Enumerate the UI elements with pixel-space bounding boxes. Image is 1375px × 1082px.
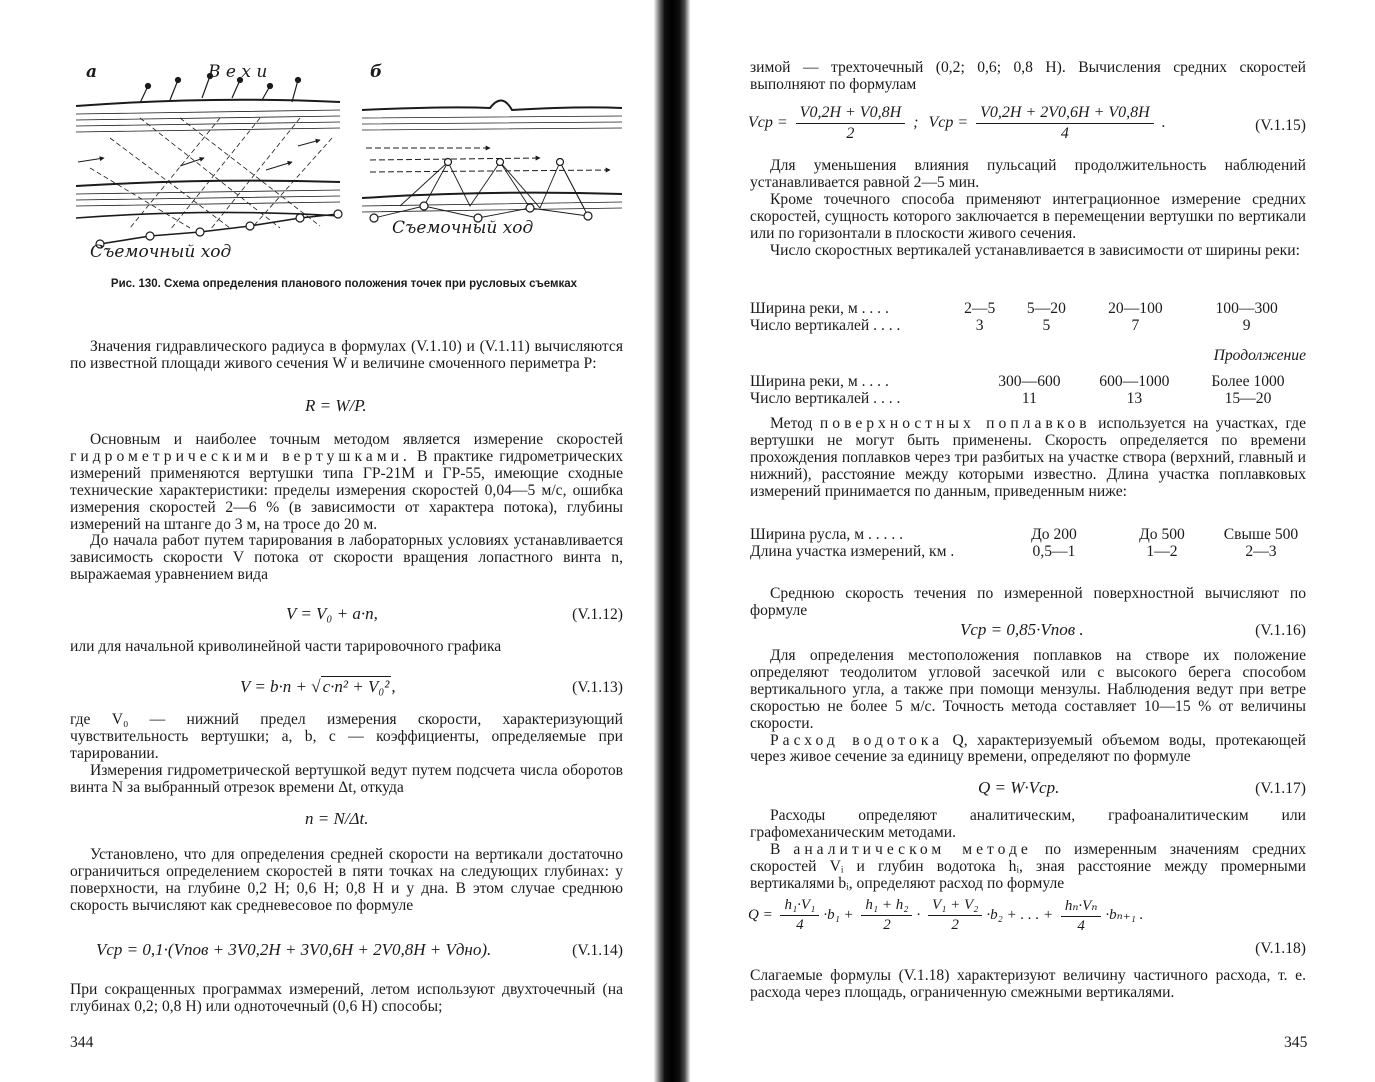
book-spine bbox=[654, 0, 690, 1082]
right-block-1 bbox=[750, 60, 1306, 94]
left-block-4 bbox=[70, 712, 623, 797]
paragraph: зимой — трехточечный (0,2; 0,6; 0,8 H). Вычисления средних скоростей выполняют по формулам bbox=[750, 59, 1306, 93]
table-float-section bbox=[750, 526, 1306, 560]
continuation-label: Продолжение bbox=[1213, 347, 1306, 364]
formula-v-1-12: V = V₀ + a·n, (V.1.12) bbox=[286, 604, 623, 623]
figure-label-a: а bbox=[86, 62, 98, 82]
paragraph: В аналитическом методе по измеренным значениям средних скоростей Vᵢ и глубин водотока hᵢ, зная расстояние между промерными вертикалями bᵢ, определяют расход по формуле bbox=[750, 840, 1306, 892]
paragraph: Слагаемые формулы (V.1.18) характеризуют величину частичного расхода, т. е. расхода через площадь, ограниченную смежными вертикалями. bbox=[750, 967, 1306, 1001]
table-row: Ширина русла, м . . . . . До 200 До 500 Свыше 500 bbox=[750, 526, 1299, 543]
page-number-right: 345 bbox=[1284, 1034, 1308, 1051]
paragraph: Расход водотока Q, характеризуемый объемом воды, протекающей через живое сечение за единицу времени, определяют по формуле bbox=[750, 731, 1306, 766]
left-block-3 bbox=[70, 639, 623, 656]
formula-v-1-18: Q = $\frac{\text{h₁·V₁}}{4}$ ·b₁ + $\frac{\text{h₁ + h₂}}{2}$ · $\frac{\text{V₁ + V₂}}{2}$ ·b₂ + . . . + $\frac{\text{hₙ·Vₙ}}{4}$ ·bₙ₊₁ . (V.1.18) bbox=[748, 897, 1306, 957]
paragraph: Значения гидравлического радиуса в формулах (V.1.10) и (V.1.11) вычисляются по известной площади живого сечения W и величине смоченного периметра P: bbox=[70, 338, 623, 372]
left-block-1 bbox=[70, 339, 623, 373]
right-block-6 bbox=[750, 808, 1306, 893]
table-row: Ширина реки, м . . . . 300—600 600—1000 Более 1000 bbox=[750, 373, 1285, 390]
table-row: Длина участка измерений, км . 0,5—1 1—2 2—3 bbox=[750, 543, 1277, 560]
paragraph: При сокращенных программах измерений, летом используют двухточечный (на глубинах 0,2; 0,8 H) или одноточечный (0,6 H) способы; bbox=[70, 981, 623, 1015]
right-block-4 bbox=[750, 586, 1306, 620]
table-row: Число вертикалей . . . . 11 13 15—20 bbox=[750, 390, 1272, 407]
figure-label-hod-b: Съемочный ход bbox=[392, 218, 534, 238]
figure-label-b: б bbox=[370, 62, 383, 82]
paragraph: Число скоростных вертикалей устанавливается в зависимости от ширины реки: bbox=[770, 241, 1300, 259]
formula-r: R = W/P. bbox=[305, 396, 367, 415]
paragraph: Измерения гидрометрической вертушкой ведут путем подсчета числа оборотов винта N за выбранный отрезок времени Δt, откуда bbox=[70, 761, 623, 796]
left-block-5 bbox=[70, 847, 623, 915]
paragraph: Среднюю скорость течения по измеренной поверхностной вычисляют по формуле bbox=[750, 585, 1306, 619]
page-number-left: 344 bbox=[70, 1034, 94, 1051]
formula-n: n = N/Δt. bbox=[305, 809, 369, 828]
table-row: Ширина реки, м . . . . 2—5 5—20 20—100 100—300 bbox=[750, 300, 1278, 317]
paragraph: До начала работ путем тарирования в лабораторных условиях устанавливается зависимость скорости V потока от скорости вращения лопастного винта n, выражаемая уравнением вида bbox=[70, 532, 623, 584]
left-block-2 bbox=[70, 432, 623, 584]
paragraph: Расходы определяют аналитическим, графоаналитическим или графомеханическим методами. bbox=[750, 807, 1306, 841]
paragraph: где V₀ — нижний предел измерения скорости, характеризующий чувствительность вертушки; a, b, c — коэффициенты, определяемые при тарировании. bbox=[70, 711, 623, 762]
right-block-7 bbox=[750, 968, 1306, 1002]
formula-v-1-16: Vср = 0,85·Vпов . (V.1.16) bbox=[960, 620, 1306, 639]
table-verticals-2 bbox=[750, 373, 1306, 407]
paragraph: Метод поверхностных поплавков используется на участках, где вертушки не могут быть применены. Скорость определяется по времени прохождения поплавков через три разбитых на участке створа (верхний, главный и нижний), расстояние между которыми известно. Длина участка поплавковых измерений принимается по данным, приведенным ниже: bbox=[750, 415, 1306, 500]
paragraph: Кроме точечного способа применяют интеграционное измерение средних скоростей, сущность которого заключается в перемещении вертушки по вертикали или по горизонтали в плоскости живого сечения. bbox=[750, 190, 1306, 242]
left-block-6 bbox=[70, 982, 623, 1016]
figure-label-vekhi: В е х и bbox=[208, 62, 268, 82]
formula-v-1-14: Vср = 0,1·(Vпов + 3V0,2H + 3V0,6H + 2V0,8H + Vдно). (V.1.14) bbox=[96, 940, 623, 959]
table-verticals-1 bbox=[750, 300, 1306, 334]
formula-v-1-13: V = b·n + √ c·n² + V₀² , (V.1.13) bbox=[240, 677, 623, 696]
right-page bbox=[690, 0, 1375, 1082]
paragraph: Для определения местоположения поплавков на створе их положение определяют теодолитом угловой засечкой или с высокого берега способом вертикального угла, а также при помощи мензулы. Наблюдения ведут при ветре скоростью не более 5 м/с. Точность метода составляет 10—15 % от величины скорости. bbox=[750, 647, 1306, 732]
right-block-3 bbox=[750, 416, 1306, 501]
paragraph: Установлено, что для определения средней скорости на вертикали достаточно ограничиться определением скоростей в пяти точках на следующих глубинах: у поверхности, на глубине 0,2 H; 0,6 H; 0,8 H и у дна. В этом случае среднюю скорость вычисляют как средневесовое по формуле bbox=[70, 846, 623, 914]
figure-130 bbox=[70, 58, 630, 288]
figure-caption: Рис. 130. Схема определения планового положения точек при русловых съемках bbox=[110, 278, 578, 290]
formula-v-1-15: Vср = $\frac{V0,2H + V0,8H}{2}$ ; Vср = $\frac{V0,2H + 2V0,6H + V0,8H}{4}$ . (V.1.15) bbox=[748, 104, 1306, 142]
formula-v-1-17: Q = W·Vср. (V.1.17) bbox=[978, 778, 1306, 797]
paragraph: Основным и наиболее точным методом является измерение скоростей гидрометрическими вертушками. В практике гидрометрических измерений применяются вертушки типа ГР-21М и ГР-55, имеющие сходные технические характеристики: пределы измерения скоростей 0,04—5 м/с, ошибка измерения скоростей 2—6 % (в зависимости от характера потока), глубины измерений на штанге до 3 м, на тросе до 20 м. bbox=[70, 431, 623, 533]
right-block-2 bbox=[750, 158, 1306, 259]
figure-label-hod-a: Съемочный ход bbox=[90, 242, 232, 262]
paragraph: или для начальной криволинейной части тарировочного графика bbox=[70, 638, 502, 655]
right-block-5 bbox=[750, 648, 1306, 766]
left-page bbox=[0, 0, 655, 1082]
paragraph: Для уменьшения влияния пульсаций продолжительность наблюдений устанавливается равной 2—5 мин. bbox=[750, 157, 1306, 191]
table-row: Число вертикалей . . . . 3 5 7 9 bbox=[750, 317, 1251, 334]
